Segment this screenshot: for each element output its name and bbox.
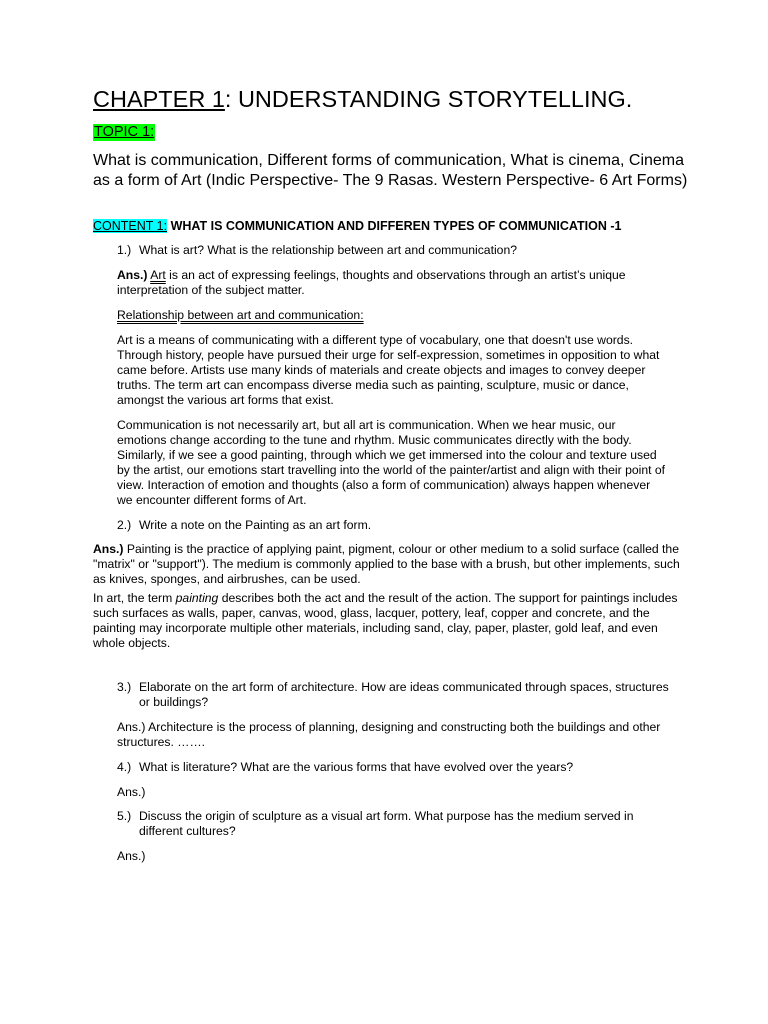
question-4-text: What is literature? What are the various forms that have evolved over the years? (139, 760, 574, 774)
question-4 (117, 760, 573, 775)
chapter-label: CHAPTER 1 (93, 86, 225, 112)
answer-1-paragraph-2: Communication is not necessarily art, but all art is communication. When we hear music, our emotions change according to the tune and rhythm. Music communicates directly with the body. Similarly, if we see a good painting, through which we get immersed into the colour and texture used by the artist, our emotions start travelling into the world of the painter/artist and align with their point of view. Interaction of emotion and thoughts (also a form of communication) always happen whenever we encounter different forms of Art. (117, 418, 666, 507)
question-1 (117, 243, 517, 258)
content-label: CONTENT 1: (93, 219, 168, 233)
answer-1-paragraph-1: Art is a means of communicating with a different type of vocabulary, one that doesn't use words. Through history, people have pursued their urge for self-expression, sometimes in opposition to what came before. Artists use many kinds of materials and create objects and images to convey deeper truths. The term art can encompass diverse media such as painting, sculpture, music or dance, amongst the various art forms that exist. (117, 333, 660, 407)
answer-1-text: is an act of expressing feelings, thoughts and observations through an artist’s unique interpretation of the subject matter. (117, 268, 626, 297)
question-2-text: Write a note on the Painting as an art form. (139, 518, 372, 532)
question-5-text: Discuss the origin of sculpture as a visual art form. What purpose has the medium served in different cultures? (139, 809, 634, 838)
answer-2-label: Ans.) (93, 542, 124, 556)
answer-2-paragraph-rest: describes both the act and the result of the action. The support for paintings includes such surfaces as walls, paper, canvas, wood, glass, lacquer, pottery, leaf, copper and concrete, and the painting may incorporate multiple other materials, including sand, clay, paper, plaster, gold leaf, and even whole objects. (93, 591, 678, 650)
question-3 (117, 680, 677, 710)
question-4-number: 4.) (117, 760, 132, 774)
painting-term: painting (175, 591, 219, 605)
answer-3: Ans.) Architecture is the process of planning, designing and constructing both the buildings and other structures. ……. (117, 720, 661, 749)
question-3-number: 3.) (117, 680, 132, 694)
answer-1 (117, 268, 667, 298)
answer-2-paragraph (93, 591, 683, 651)
question-1-text: What is art? What is the relationship between art and communication? (139, 243, 518, 257)
chapter-title-text: : UNDERSTANDING STORYTELLING. (224, 86, 633, 112)
question-1-number: 1.) (117, 243, 132, 257)
chapter-title (93, 85, 632, 113)
question-5-number: 5.) (117, 809, 132, 823)
question-2 (117, 518, 371, 533)
content-heading: WHAT IS COMMUNICATION AND DIFFEREN TYPES OF COMMUNICATION -1 (167, 219, 622, 233)
topic-description: What is communication, Different forms of communication, What is cinema, Cinema as a form of Art (Indic Perspective- The 9 Rasas. Western Perspective- 6 Art Forms) (93, 152, 688, 189)
answer-1-subheading (117, 308, 667, 323)
question-2-number: 2.) (117, 518, 132, 532)
answer-1-label: Ans.) (117, 268, 148, 282)
question-5 (117, 809, 677, 839)
answer-2-text: Painting is the practice of applying paint, pigment, colour or other medium to a solid surface (called the "matrix" or "support"). The medium is commonly applied to the base with a brush, but other implements, such as knives, sponges, and airbrushes, can be used. (93, 542, 680, 586)
topic-label: TOPIC 1: (94, 124, 155, 140)
answer-2 (93, 542, 683, 587)
answer-2-paragraph-start: In art, the term (93, 591, 176, 605)
content-heading-line (93, 218, 621, 234)
answer-4: Ans.) (117, 785, 146, 799)
question-3-text: Elaborate on the art form of architecture. How are ideas communicated through spaces, structures or buildings? (139, 680, 669, 709)
relationship-subheading: Relationship between art and communication: (117, 308, 364, 322)
answer-5: Ans.) (117, 849, 146, 863)
answer-1-term: Art (150, 268, 166, 282)
